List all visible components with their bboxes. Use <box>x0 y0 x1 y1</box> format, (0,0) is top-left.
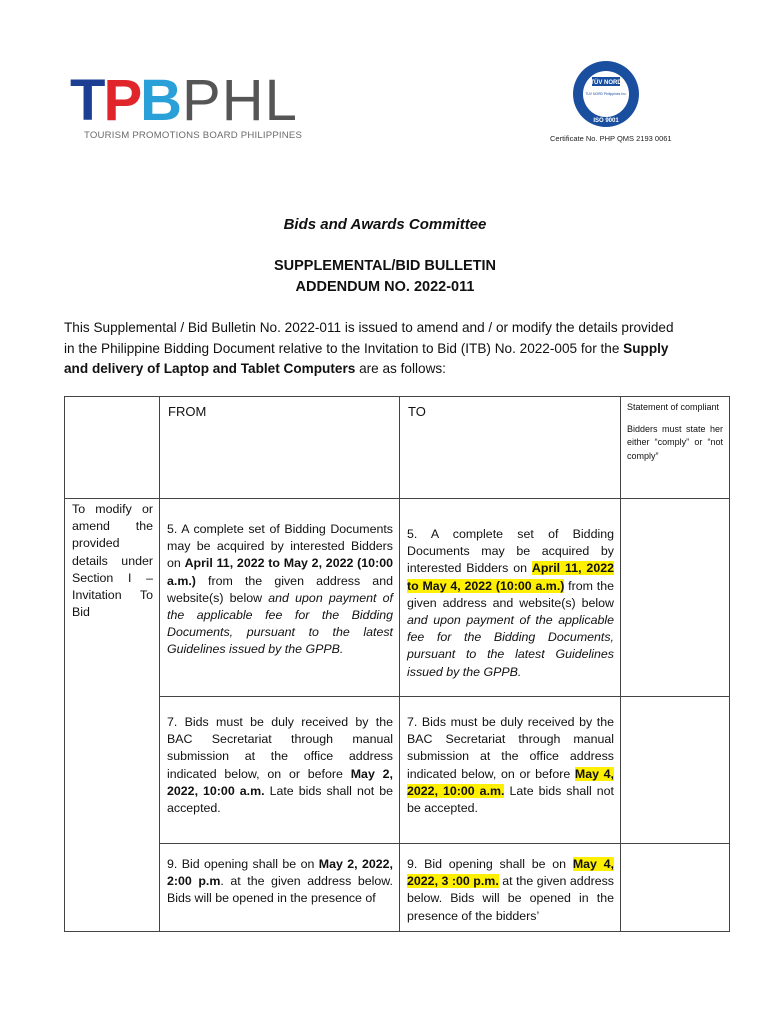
empty-header-cell <box>65 397 160 499</box>
highlighted-date: May 4, 2022, 10:00 a.m. <box>407 766 614 798</box>
from-cell: 5. A complete set of Bidding Documents may be acquired by interested Bidders on April 11, 2022 to May 2, 2022 (10:00 a.m.) from the given address and website(s) below and upon payment of the applicable fee for the Bidding Documents, pursuant to the latest Guidelines issued by the GPPB. <box>160 499 400 697</box>
table-row <box>65 844 730 932</box>
committee-title: Bids and Awards Committee <box>283 216 487 233</box>
statement-header: Statement of compliant Bidders must state her either “comply” or “not comply” <box>621 397 730 499</box>
project-name: Supply and delivery of Laptop and Tablet Computers <box>64 340 669 376</box>
bulletin-title: SUPPLEMENTAL/BID BULLETIN <box>273 258 497 274</box>
from-cell: 7. Bids must be duly received by the BAC Secretariat through manual submission at the office address indicated below, on or before May 2, 2022, 10:00 a.m. Late bids shall not be accepted. <box>160 697 400 844</box>
bulletin-table <box>64 396 730 932</box>
iso-certification-seal <box>572 60 640 128</box>
svg-text:TÜV NORD: TÜV NORD <box>590 80 622 86</box>
to-cell: 5. A complete set of Bidding Documents may be acquired by interested Bidders on April 11, 2022 to May 4, 2022 (10:00 a.m.) from the given address and website(s) below and upon payment of the applicable fee for the Bidding Documents, pursuant to the latest Guidelines issued by the GPPB. <box>400 499 621 697</box>
to-header: TO <box>400 397 621 499</box>
from-cell: 9. Bid opening shall be on May 2, 2022, 2:00 p.m. at the given address below. Bids will be opened in the presence of <box>160 844 400 932</box>
table-row <box>65 499 730 697</box>
addendum-number: ADDENDUM NO. 2022-011 <box>295 279 475 295</box>
svg-text:TUV NORD Philippines Inc.: TUV NORD Philippines Inc. <box>585 92 627 96</box>
statement-cell <box>621 499 730 697</box>
intro-paragraph: This Supplemental / Bid Bulletin No. 2022-011 is issued to amend and / or modify the details provided in the Philippine Bidding Document relative to the Invitation to Bid (ITB) No. 2022-005 for the Supply and delivery of Laptop and Tablet Computers are as follows: <box>64 320 674 376</box>
certificate-number: Certificate No. PHP QMS 2193 0061 <box>550 134 672 143</box>
highlighted-date: May 4, 2022, 3 :00 p.m. <box>407 857 614 889</box>
to-cell: 7. Bids must be duly received by the BAC Secretariat through manual submission at the office address indicated below, on or before May 4, 2022, 10:00 a.m. Late bids shall not be accepted. <box>400 697 621 844</box>
logo-subtitle: TOURISM PROMOTIONS BOARD PHILIPPINES <box>84 130 303 141</box>
highlighted-date: April 11, 2022 to May 4, 2022 (10:00 a.m.) <box>407 561 614 593</box>
tpb-logo <box>70 68 310 152</box>
table-row <box>65 697 730 844</box>
table-header-row <box>65 397 730 499</box>
statement-cell <box>621 697 730 844</box>
svg-text:ISO 9001: ISO 9001 <box>593 118 619 124</box>
to-cell: 9. Bid opening shall be on May 4, 2022, 3 :00 p.m. at the given address below. Bids will be opened in the presence of the bidders’ <box>400 844 621 932</box>
statement-cell <box>621 844 730 932</box>
from-header: FROM <box>160 397 400 499</box>
row-label-cell: To modify or amend the provided details under Section I – Invitation To Bid <box>65 499 160 932</box>
logo-wordmark: TPBPHL <box>70 68 298 133</box>
